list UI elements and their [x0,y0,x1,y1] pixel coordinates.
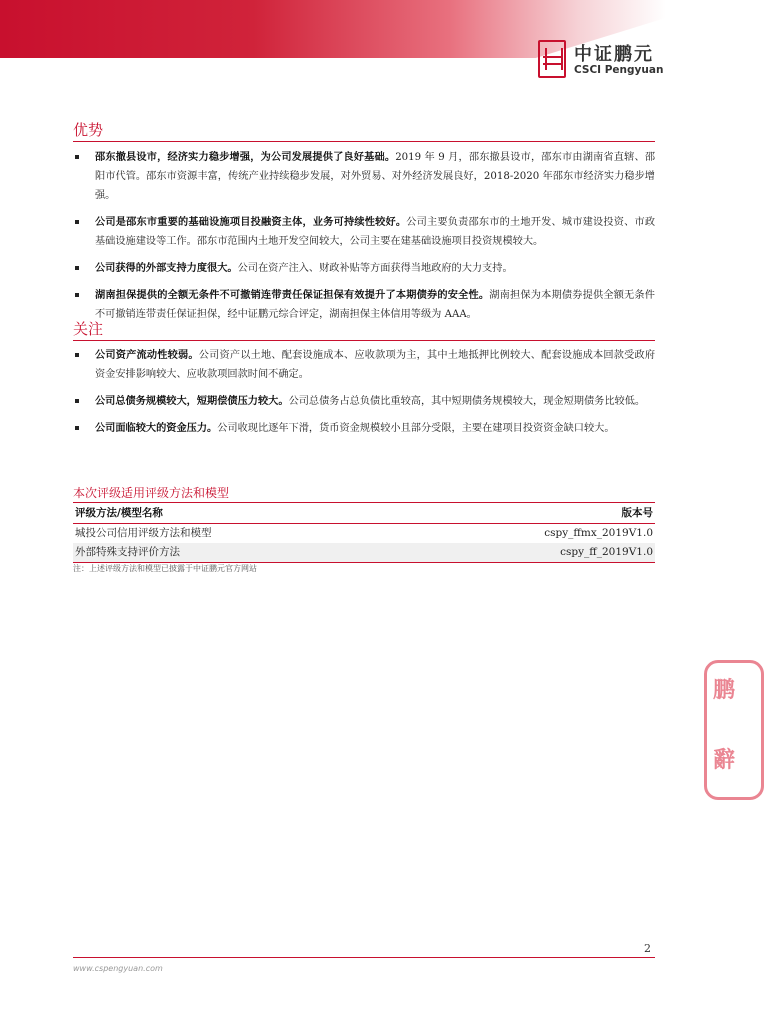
concern-bold: 公司面临较大的资金压力。 [95,423,218,434]
concern-item [73,392,655,411]
advantage-text: 公司在资产注入、财政补贴等方面获得当地政府的大力支持。 [237,263,513,274]
concern-text: 公司资产以土地、配套设施成本、应收款项为主，其中土地抵押比例较大、配套设施成本回款受政府资金安排影响较大、应收款项回款时间不确定。 [95,350,656,380]
advantage-text: 公司主要负责邵东市的土地开发、城市建设投资、市政基础设施建设等工作。邵东市范围内土地开发空间较大，公司主要在建基础设施项目投资规模较大。 [95,217,656,247]
advantage-bold: 邵东撤县设市，经济实力稳步增强，为公司发展提供了良好基础。 [95,152,396,163]
page-number: 2 [644,942,651,955]
advantages-list [73,148,655,332]
concern-item [73,419,655,438]
concerns-rule [73,340,655,341]
logo-mark-icon [538,40,566,78]
method-version: cspy_ff_2019V1.0 [560,546,653,558]
col-name-header: 评级方法/模型名称 [75,507,163,519]
table-row [73,543,655,563]
advantage-text: 湖南担保为本期债券提供全额无条件不可撤销连带责任保证担保，经中证鹏元综合评定，湖南担保主体信用等级为 AAA。 [95,290,655,320]
footer-rule [73,957,655,958]
advantage-item [73,259,655,278]
bullet-icon [75,426,79,430]
advantage-item [73,213,655,251]
bullet-icon [75,266,79,270]
concern-item [73,346,655,384]
seal-glyph: 鹏 [713,678,736,703]
table-row [73,524,655,543]
table-header-row [73,502,655,524]
seal-glyph: 辭 [713,748,736,773]
footer-url: www.cspengyuan.com [73,964,163,973]
col-version-header: 版本号 [621,507,653,519]
methods-note: 注：上述评级方法和模型已披露于中证鹏元官方网站 [73,564,257,573]
advantage-item [73,148,655,205]
advantages-title: 优势 [73,121,104,139]
concern-text: 公司收现比逐年下滑，货币资金规模较小且部分受限，主要在建项目投资资金缺口较大。 [217,423,615,434]
bullet-icon [75,293,79,297]
advantage-bold: 湖南担保提供的全额无条件不可撤销连带责任保证担保有效提升了本期债券的安全性。 [95,290,490,301]
methods-title: 本次评级适用评级方法和模型 [73,486,230,500]
methods-table [73,502,655,563]
bullet-icon [75,155,79,159]
method-name: 城投公司信用评级方法和模型 [75,527,212,539]
advantage-item [73,286,655,324]
logo-en-text: CSCI Pengyuan [574,64,664,76]
advantage-text: 2019 年 9 月，邵东撤县设市，邵东市由湖南省直辖、邵阳市代管。邵东市资源丰富，传统产业持续稳步发展，对外贸易、对外经济发展良好，2018-2020 年邵东市经济实力稳步增强。 [95,152,656,201]
concern-bold: 公司资产流动性较弱。 [95,350,199,361]
seal-stamp [704,660,764,800]
concern-bold: 公司总债务规模较大，短期偿债压力较大。 [95,396,289,407]
concern-text: 公司总债务占总负债比重较高，其中短期债务规模较大，现金短期债务比较低。 [288,396,646,407]
method-version: cspy_ffmx_2019V1.0 [544,527,653,539]
bullet-icon [75,353,79,357]
advantage-bold: 公司是邵东市重要的基础设施项目投融资主体，业务可持续性较好。 [95,217,407,228]
method-name: 外部特殊支持评价方法 [75,546,180,558]
logo-cn-text: 中证鹏元 [574,44,654,65]
bullet-icon [75,399,79,403]
concerns-title: 关注 [73,320,104,338]
bullet-icon [75,220,79,224]
advantages-rule [73,141,655,142]
advantage-bold: 公司获得的外部支持力度很大。 [95,263,238,274]
concerns-list [73,346,655,446]
